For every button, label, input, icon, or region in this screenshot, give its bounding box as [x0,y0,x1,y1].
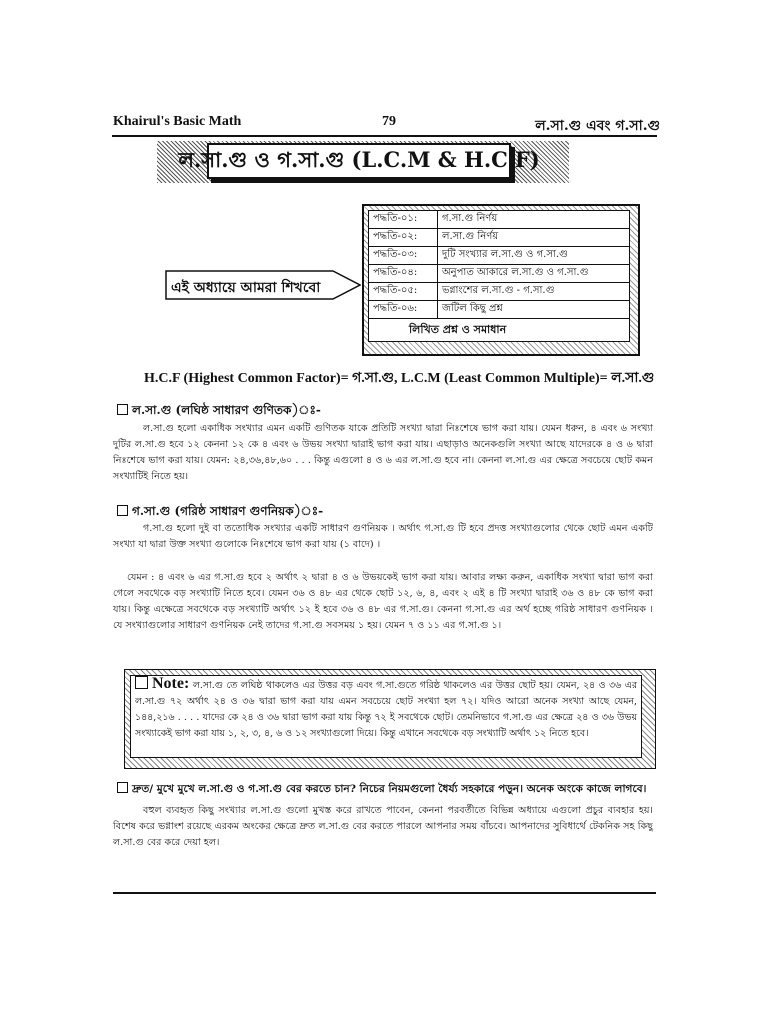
table-row [369,301,630,319]
note-text: ল.সা.গু তে লঘিষ্ঠ থাকলেও এর উত্তর বড় এবং গ.সা.গুতে গরিষ্ঠ থাকলেও এর উত্তর ছোট হয়। যেমন, ২৪ ও ৩৬ এর ল.সা.গু ৭২ অর্থাৎ ২৪ ও ৩৬ দ্বারা ভাগ করা যায় এমন সবচেয়ে ছোট সংখ্যা হল ৭২। যদিও আরো অনেক সংখ্যা আছে যেমন, ১৪৪,২১৬ . . . . যাদের কে ২৪ ও ৩৬ দ্বারা ভাগ করা যায় কিন্তু ৭২ ই সবথেকে ছোট। তেমনিভাবে গ.সা.গু এর ক্ষেত্রে ২৪ ও ৩৬ উভয় সংখ্যাকেই ভাগ করা যায় ১, ২, ৩, ৪, ৬ ও ১২ সংখ্যাগুলো দিয়ে। কিন্তু এখানে সবথেকে বড় সংখ্যাটি অর্থাৎ ১২ নিতে হবে। [135,680,638,739]
hcf-lcm-formula: H.C.F (Highest Common Factor)= গ.সা.গু, L.C.M (Least Common Multiple)= ল.সা.গু [144,371,655,386]
checkbox-square-icon [117,404,128,415]
methods-table [368,210,630,342]
hcf-heading-text: গ.সা.গু (গরিষ্ঠ সাধারণ গুণনিয়ক)ঃ- [132,504,324,518]
method-text: জটিল কিছু প্রশ্ন [438,301,630,319]
checkbox-square-icon [117,505,128,516]
table-row [369,211,630,229]
chapter-title: ল.সা.গু ও গ.সা.গু (L.C.M & H.C.F) [207,143,511,179]
learn-arrow-label [165,270,361,300]
header-book-title: Khairul's Basic Math [113,114,242,129]
footer-rule [113,892,656,894]
method-text: ভগ্নাংশের ল.সা.গু - গ.সা.গু [438,283,630,301]
lcm-heading-text: ল.সা.গু (লঘিষ্ঠ সাধারণ গুণিতক)ঃ- [132,403,321,417]
method-code: পদ্ধতি-০২: [369,229,438,247]
lcm-heading [117,402,321,422]
lcm-paragraph: ল.সা.গু হলো একাধিক সংখ্যার এমন একটি গুণিতক যাকে প্রতিটি সংখ্যা দ্বারা নিঃশেষে ভাগ করা যায়। যেমন ধরুন, ৪ এবং ৬ সংখ্যা দুটির ল.সা.গু হবে ১২ কেননা ১২ কে ৪ এবং ৬ উভয় সংখ্যা দ্বারাই ভাগ করা যায়। এছাড়াও অনেকগুলি সংখ্যা আছে যাদেরকে ৪ ও ৬ দ্বারা নিঃশেষে ভাগ করা যায়। যেমন: ২৪,৩৬,৪৮,৬০ . . . কিন্তু এগুলো ৪ ও ৬ এর ল.সা.গু হবে না। কেননা ল.সা.গু এর ক্ষেত্রে সবচেয়ে ছোট কমন সংখ্যাটিই নিতে হয়। [113,423,653,482]
hcf-example-paragraph: যেমন : ৪ এবং ৬ এর গ.সা.গু হবে ২ অর্থাৎ ২ দ্বারা ৪ ও ৬ উভয়কেই ভাগ করা যায়। আবার লক্ষ্য করুন, একাধিক সংখ্যা দ্বারা ভাগ করা গেলে সবথেকে বড় সংখ্যাটি নিতে হবে। যেমন ৩৬ ও ৪৮ এর থেকে ছোট ১২, ৬, ৪, এবং ২ এই ৪ টি সংখ্যা দ্বারাই ৩৬ ও ৪৮ কে ভাগ করা যায়। কিন্তু এক্ষেত্রে সবথেকে বড় সংখ্যাটি অর্থাৎ ১২ ই হবে ৩৬ ও ৪৮ এর গ.সা.গু। কেননা গ.সা.গু এর অর্থ হচ্ছে গরিষ্ঠ সাধারণ গুণনিয়ক । যে সংখ্যাগুলোর সাধারণ গুণনিয়ক নেই তাদের গ.সা.গু সবসময় ১ হয়। যেমন ৭ ও ১১ এর গ.সা.গু ১। [113,572,653,631]
table-row [369,229,630,247]
method-text: অনুপাত আকারে ল.সা.গু ও গ.সা.গু [438,265,630,283]
note-callout [124,669,654,767]
table-row [369,247,630,265]
method-code: পদ্ধতি-০৬: [369,301,438,319]
quick-heading-text: দ্রুত/ মুখে মুখে ল.সা.গু ও গ.সা.গু বের করতে চান? নিচের নিয়মগুলো ধৈর্য্য সহকারে পড়ুন। অনেক অংকে কাজে লাগবে। [132,783,647,795]
chapter-title-banner [157,141,569,183]
method-code: পদ্ধতি-০৫: [369,283,438,301]
hcf-heading [117,503,323,523]
method-code: পদ্ধতি-০৪: [369,265,438,283]
method-text: ল.সা.গু নির্ণয় [438,229,630,247]
method-code: পদ্ধতি-০১: [369,211,438,229]
table-row [369,283,630,301]
learn-arrow-text: এই অধ্যায়ে আমরা শিখবো [171,280,321,296]
note-label: Note: [152,675,190,692]
table-row [369,319,630,342]
methods-panel [368,210,630,342]
method-text: দুটি সংখ্যার ল.সা.গু ও গ.সা.গু [438,247,630,265]
header-rule [112,135,657,137]
page-number: 79 [382,114,396,129]
hcf-paragraph: গ.সা.গু হলো দুই বা ততোধিক সংখ্যার একটি সাধারণ গুণনিয়ক । অর্থাৎ গ.সা.গু টি হবে প্রদত্ত সংখ্যাগুলোর থেকে ছোট এমন একটি সংখ্যা যা দ্বারা উক্ত সংখ্যা গুলোকে নিঃশেষে ভাগ করা যায় (১ বাদে) । [113,523,653,550]
checkbox-square-icon [117,782,128,793]
note-box [130,675,642,758]
header-chapter-title: ল.সা.গু এবং গ.সা.গু [535,118,660,134]
method-code: পদ্ধতি-০৩: [369,247,438,265]
quick-heading [117,782,646,799]
table-row [369,265,630,283]
method-text: গ.সা.গু নির্ণয় [438,211,630,229]
methods-footer: লিখিত প্রশ্ন ও সমাধান [369,319,630,342]
checkbox-square-icon [135,676,148,689]
quick-paragraph: বহুল ব্যবহৃত কিছু সংখ্যার ল.সা.গু গুলো মুখস্ত করে রাখতে পাবেন, কেননা পরবর্তীতে বিভিন্ন অধ্যায়ে এগুলো প্রচুর ব্যবহার হয়। বিশেষ করে ভগ্নাংশ রয়েছে এরকম অংকের ক্ষেত্রে দ্রুত ল.সা.গু বের করতে পারলে আপনার সময় বাঁচবে। আপনাদের সুবিধার্থে টেকনিক সহ কিছু ল.সা.গু বের করে দেয়া হল। [113,805,653,848]
